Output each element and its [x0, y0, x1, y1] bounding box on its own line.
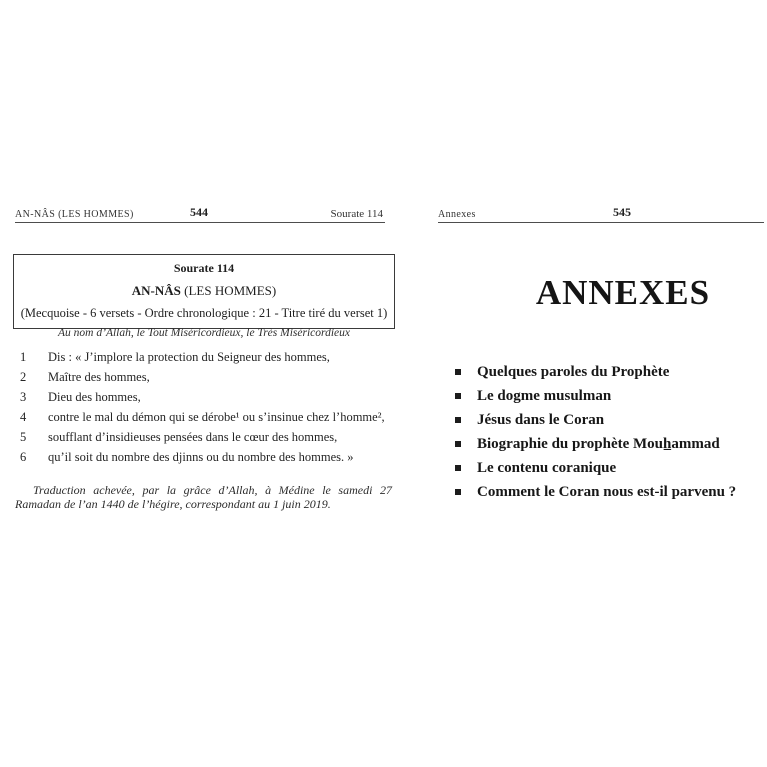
basmala-line: Au nom d’Allah, le Tout Miséricordieux, le Très Miséricordieux — [58, 327, 350, 339]
verse-number: 4 — [20, 410, 27, 424]
annex-item — [455, 437, 765, 452]
left-header-sura-name: AN-NÂS (LES HOMMES) — [15, 209, 134, 220]
square-bullet-icon — [455, 441, 461, 447]
verse-text: qu’il soit du nombre des djinns ou du nombre des hommes. » — [48, 450, 354, 464]
verse-list — [20, 351, 392, 471]
verse-number: 5 — [20, 430, 27, 444]
verse-number: 1 — [20, 350, 27, 364]
verse-row — [20, 371, 392, 384]
sura-title-box — [13, 254, 395, 329]
verse-number: 6 — [20, 450, 27, 464]
annex-item — [455, 461, 765, 476]
square-bullet-icon — [455, 393, 461, 399]
annex-item-label: Biographie du prophète Mouh̲ammad — [477, 436, 720, 452]
verse-text: Dieu des hommes, — [48, 390, 141, 404]
square-bullet-icon — [455, 369, 461, 375]
annex-item — [455, 389, 765, 404]
verse-number: 2 — [20, 370, 27, 384]
verse-text: Dis : « J’implore la protection du Seigneur des hommes, — [48, 350, 330, 364]
square-bullet-icon — [455, 489, 461, 495]
verse-row — [20, 451, 392, 464]
verse-text: soufflant d’insidieuses pensées dans le cœur des hommes, — [48, 430, 338, 444]
right-running-header — [438, 205, 764, 223]
sura-meta-line: (Mecquoise - 6 versets - Ordre chronologique : 21 - Titre tiré du verset 1) — [20, 306, 388, 320]
sura-number-line: Sourate 114 — [173, 261, 235, 275]
translation-colophon: Traduction achevée, par la grâce d’Allah, à Médine le samedi 27 Ramadan de l’an 1440 de l’hégire, correspondant au 1 juin 2019. — [15, 483, 392, 511]
annex-item-label: Comment le Coran nous est-il parvenu ? — [477, 484, 737, 500]
sura-name-french: (LES HOMMES) — [184, 283, 277, 298]
verse-number: 3 — [20, 390, 27, 404]
annex-item-label: Le dogme musulman — [477, 388, 612, 404]
annex-list — [455, 365, 765, 509]
verse-row — [20, 351, 392, 364]
verse-row — [20, 411, 392, 424]
annex-item-label: Quelques paroles du Prophète — [477, 364, 670, 380]
sura-name-arabic: AN-NÂS — [131, 283, 181, 298]
sura-name-line — [16, 283, 392, 299]
annex-item-label: Le contenu coranique — [477, 460, 617, 476]
verse-text: contre le mal du démon qui se dérobe¹ ou s’insinue chez l’homme², — [48, 410, 385, 424]
verse-row — [20, 391, 392, 404]
annex-item-label: Jésus dans le Coran — [477, 412, 605, 428]
verse-text: Maître des hommes, — [48, 370, 150, 384]
verse-row — [20, 431, 392, 444]
annex-item — [455, 413, 765, 428]
left-header-sura-ref: Sourate 114 — [330, 208, 383, 220]
square-bullet-icon — [455, 417, 461, 423]
annex-item — [455, 365, 765, 380]
annex-item — [455, 485, 765, 500]
left-page-number: 544 — [190, 205, 208, 219]
annexes-title: ANNEXES — [535, 273, 711, 312]
right-page-number: 545 — [613, 205, 631, 219]
right-header-section-name: Annexes — [438, 209, 476, 220]
left-running-header — [15, 205, 385, 223]
square-bullet-icon — [455, 465, 461, 471]
